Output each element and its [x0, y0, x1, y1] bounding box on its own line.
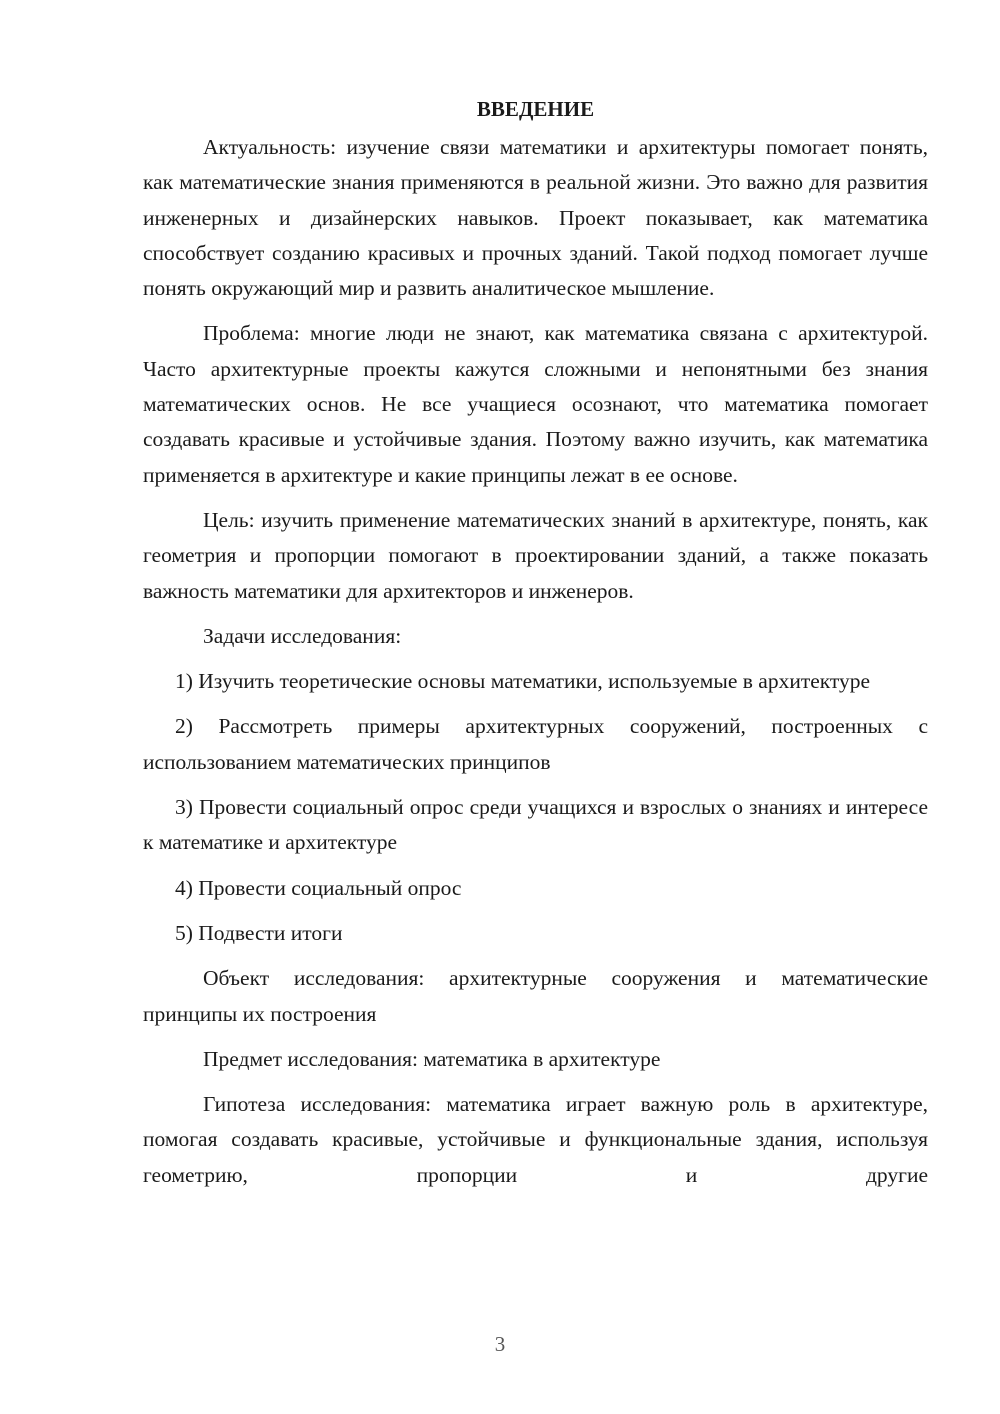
- document-title: ВВЕДЕНИЕ: [476, 97, 595, 121]
- task-item-1: 1) Изучить теоретические основы математики, используемые в архитектуре: [175, 669, 871, 694]
- paragraph-goal: Цель: изучить применение математических знаний в архитектуре, понять, как геометрия и пропорции помогают в проектировании зданий, а также показать важность математики для архитекторов и инженеров.: [143, 507, 928, 603]
- task-item-4: 4) Провести социальный опрос: [175, 875, 462, 900]
- page-number: 3: [494, 1332, 506, 1356]
- task-item-2: 2) Рассмотреть примеры архитектурных сооружений, построенных с использованием математических принципов: [143, 714, 928, 774]
- document-page: [143, 92, 928, 1203]
- paragraph-object: Объект исследования: архитектурные сооружения и математические принципы их построения: [143, 966, 928, 1026]
- task-item-3: 3) Провести социальный опрос среди учащихся и взрослых о знаниях и интересе к математике и архитектуре: [143, 795, 928, 855]
- paragraph-hypothesis: Гипотеза исследования: математика играет важную роль в архитектуре, помогая создавать красивые, устойчивые и функциональные здания, используя геометрию, пропорции и другие: [143, 1092, 928, 1187]
- task-item-5: 5) Подвести итоги: [175, 920, 343, 945]
- paragraph-subject: Предмет исследования: математика в архитектуре: [203, 1046, 661, 1071]
- paragraph-problem: Проблема: многие люди не знают, как математика связана с архитектурой. Часто архитектурные проекты кажутся сложными и непонятными без знания математических основ. Не все учащиеся осознают, что математика помогает создавать красивые и устойчивые здания. Поэтому важно изучить, как математика применяется в архитектуре и какие принципы лежат в ее основе.: [143, 321, 928, 487]
- paragraph-relevance: Актуальность: изучение связи математики и архитектуры помогает понять, как математические знания применяются в реальной жизни. Это важно для развития инженерных и дизайнерских навыков. Проект показывает, как математика способствует созданию красивых и прочных зданий. Такой подход помогает лучше понять окружающий мир и развить аналитическое мышление.: [143, 135, 928, 301]
- paragraph-tasks-heading: Задачи исследования:: [203, 623, 402, 648]
